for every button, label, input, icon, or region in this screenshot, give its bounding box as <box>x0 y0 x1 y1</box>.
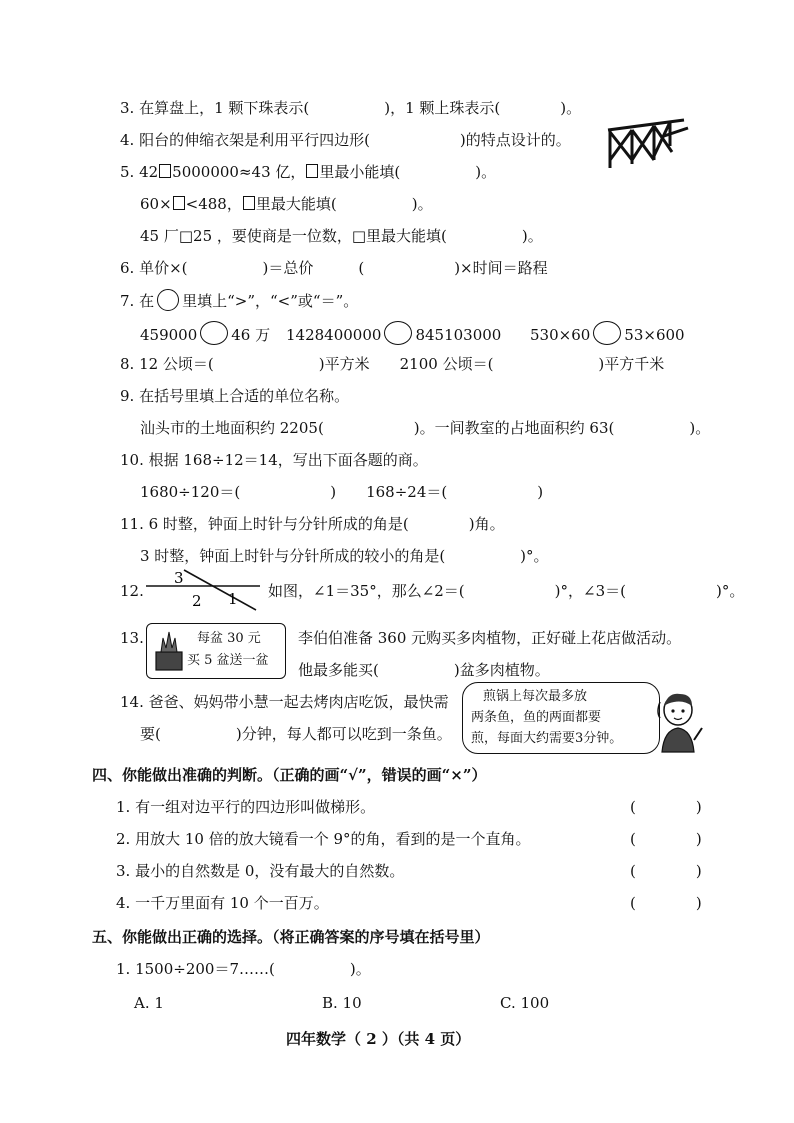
compare-circle <box>200 321 228 345</box>
girl-illustration <box>654 688 706 754</box>
blank-square <box>173 196 185 210</box>
question-7: 7. 在 里填上“>”，“<”或“＝”。 <box>120 289 358 312</box>
question-9: 9. 在括号里填上合适的单位名称。 <box>120 387 350 405</box>
option-c: C. 100 <box>500 994 550 1012</box>
promo-box <box>146 623 286 679</box>
question-13-text-2: 他最多能买( )盆多肉植物。 <box>298 661 550 679</box>
question-8: 8. 12 公顷＝( )平方米 2100 公顷＝( )平方千米 <box>120 355 665 373</box>
judge-item-2: 2. 用放大 10 倍的放大镜看一个 9°的角，看到的是一个直角。 <box>116 830 531 848</box>
section-4-title: 四、你能做出准确的判断。（正确的画“√”，错误的画“×”） <box>92 766 487 784</box>
question-3: 3. 在算盘上，1 颗下珠表示( )，1 颗上珠表示( )。 <box>120 99 582 117</box>
choice-question-1: 1. 1500÷200＝7……( )。 <box>116 960 371 978</box>
question-7-row: 459000 46 万 <box>140 321 270 346</box>
blank-square <box>306 164 318 178</box>
question-11: 11. 6 时整，钟面上时针与分针所成的角是( )角。 <box>120 515 505 533</box>
angle-label-1: 1 <box>228 590 238 608</box>
angle-label-2: 2 <box>192 592 202 610</box>
judge-answer-4: ( ) <box>630 894 702 912</box>
angle-diagram <box>144 566 262 612</box>
section-5-title: 五、你能做出正确的选择。（将正确答案的序号填在括号里） <box>92 928 490 946</box>
question-10: 10. 根据 168÷12＝14，写出下面各题的商。 <box>120 451 428 469</box>
angle-label-3: 3 <box>174 569 184 587</box>
question-5-line-1: 5. 42 5000000≈43 亿， 里最小能填( )。 <box>120 163 497 181</box>
blank-square <box>243 196 255 210</box>
question-13-text-1: 李伯伯准备 360 元购买多肉植物，正好碰上花店做活动。 <box>298 629 682 647</box>
judge-answer-2: ( ) <box>630 830 702 848</box>
question-13-number: 13. <box>120 629 144 647</box>
promo-offer: 买 5 盆送一盆 <box>187 653 269 668</box>
question-6: 6. 单价×( )＝总价 ( )×时间＝路程 <box>120 259 548 277</box>
speech-bubble: 煎锅上每次最多放 两条鱼，鱼的两面都要 煎，每面大约需要3分钟。 <box>462 682 660 754</box>
judge-answer-3: ( ) <box>630 862 702 880</box>
question-5-line-3: 45 厂□25 ，要使商是一位数，□里最大能填( )。 <box>140 227 543 245</box>
option-b: B. 10 <box>322 994 362 1012</box>
compare-circle <box>593 321 621 345</box>
question-14-line-2: 要( )分钟，每人都可以吃到一条鱼。 <box>140 725 452 743</box>
compare-circle <box>384 321 412 345</box>
question-11-line: 3 时整，钟面上时针与分针所成的较小的角是( )°。 <box>140 547 549 565</box>
succulent-pot-icon <box>153 628 185 672</box>
judge-answer-1: ( ) <box>630 798 702 816</box>
page-footer: 四年数学（ 2 ）（共 4 页） <box>286 1030 471 1048</box>
question-5-line-2: 60× <488， 里最大能填( )。 <box>140 195 433 213</box>
question-10-line: 1680÷120＝( ) 168÷24＝( ) <box>140 483 544 501</box>
question-9-line: 汕头市的土地面积约 2205( )。一间教室的占地面积约 63( )。 <box>140 419 711 437</box>
question-12-number: 12. <box>120 582 144 600</box>
judge-item-3: 3. 最小的自然数是 0，没有最大的自然数。 <box>116 862 405 880</box>
judge-item-1: 1. 有一组对边平行的四边形叫做梯形。 <box>116 798 376 816</box>
compare-circle <box>157 289 179 311</box>
blank-square <box>159 164 171 178</box>
judge-item-4: 4. 一千万里面有 10 个一百万。 <box>116 894 329 912</box>
question-4: 4. 阳台的伸缩衣架是利用平行四边形( )的特点设计的。 <box>120 131 571 149</box>
option-a: A. 1 <box>134 994 164 1012</box>
promo-price: 每盆 30 元 <box>197 631 261 646</box>
folding-rack-illustration <box>604 116 690 170</box>
question-14-line-1: 14. 爸爸、妈妈带小慧一起去烤肉店吃饭，最快需 <box>120 693 449 711</box>
question-12: 如图，∠1＝35°，那么∠2＝( )°，∠3＝( )°。 <box>268 582 745 600</box>
